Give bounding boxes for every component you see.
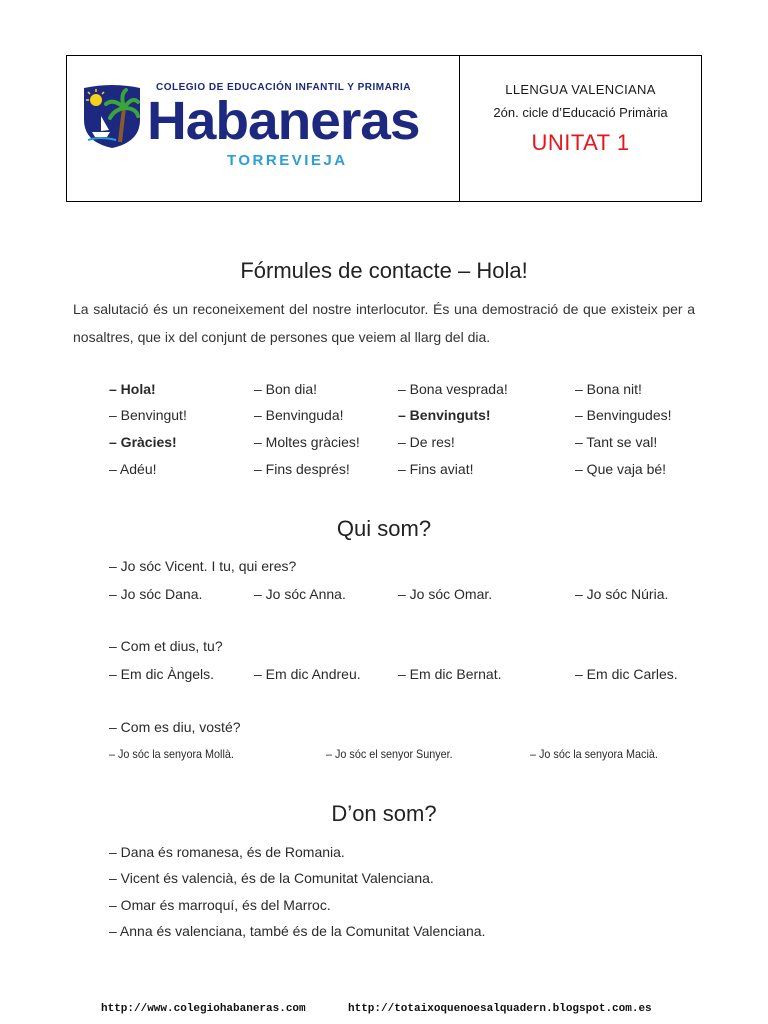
greeting-item: – Moltes gràcies!: [254, 434, 360, 450]
section-title-greetings: Fórmules de contacte – Hola!: [240, 258, 528, 283]
brand-name: Habaneras: [147, 91, 420, 151]
greeting-item: – Fins aviat!: [398, 461, 474, 477]
school-logo: [67, 56, 460, 201]
cycle-label: 2ón. cicle d’Educació Primària: [493, 105, 668, 120]
school-type-label: COLEGIO DE EDUCACIÓN INFANTIL Y PRIMARIA: [156, 82, 412, 93]
greeting-item: – Benvinguts!: [398, 407, 491, 423]
dialog-answer: – Em dic Àngels.: [109, 666, 215, 682]
dialog-question: – Jo sóc Vicent. I tu, qui eres?: [109, 558, 297, 574]
dialog-answer: – Em dic Carles.: [575, 666, 678, 682]
section-title-where: D’on som?: [331, 801, 437, 826]
header-box: [66, 55, 702, 202]
origin-line: – Vicent és valencià, és de la Comunitat Valenciana.: [109, 870, 434, 886]
course-info: [460, 56, 701, 201]
greeting-item: – Adéu!: [109, 461, 157, 477]
shield-icon: [80, 84, 144, 150]
dialog-answer: – Em dic Bernat.: [398, 666, 502, 682]
footer-link-blog[interactable]: http://totaixoquenoesalquadern.blogspot.com.es: [348, 1003, 652, 1015]
greeting-item: – Fins després!: [254, 461, 350, 477]
dialog-answer: – Jo sóc la senyora Mollà.: [109, 747, 234, 761]
origin-line: – Dana és romanesa, és de Romania.: [109, 844, 345, 860]
greeting-item: – Tant se val!: [575, 434, 658, 450]
dialog-answer: – Jo sóc Omar.: [398, 586, 493, 602]
greeting-item: – De res!: [398, 434, 455, 450]
unit-title: UNITAT 1: [531, 130, 630, 155]
dialog-answer: – Jo sóc Anna.: [254, 586, 346, 602]
subject-title: LLENGUA VALENCIANA: [505, 82, 656, 97]
dialog-question: – Com es diu, vosté?: [109, 719, 241, 735]
dialog-answer: – Jo sóc Núria.: [575, 586, 669, 602]
origin-line: – Anna és valenciana, també és de la Comunitat Valenciana.: [109, 923, 486, 939]
greeting-item: – Hola!: [109, 381, 156, 397]
dialog-answer: – Jo sóc el senyor Sunyer.: [326, 747, 453, 761]
dialog-answer: – Em dic Andreu.: [254, 666, 361, 682]
greeting-item: – Benvinguda!: [254, 407, 344, 423]
greeting-item: – Bona nit!: [575, 381, 642, 397]
greeting-item: – Que vaja bé!: [575, 461, 667, 477]
intro-paragraph: La salutació és un reconeixement del nostre interlocutor. És una demostració de que existeix per a nosaltres, que ix del conjunt de persones que veiem al llarg del dia.: [73, 301, 695, 345]
greeting-item: – Bona vesprada!: [398, 381, 508, 397]
dialog-answer: – Jo sóc Dana.: [109, 586, 203, 602]
greeting-item: – Gràcies!: [109, 434, 177, 450]
footer-link-school[interactable]: http://www.colegiohabaneras.com: [101, 1003, 306, 1015]
dialog-answer: – Jo sóc la senyora Macià.: [530, 747, 658, 761]
section-title-who: Qui som?: [336, 516, 432, 541]
dialog-question: – Com et dius, tu?: [109, 638, 223, 654]
greeting-item: – Bon dia!: [254, 381, 318, 397]
origin-line: – Omar és marroquí, és del Marroc.: [109, 897, 331, 913]
city-name: TORREVIEJA: [227, 152, 348, 169]
greeting-item: – Benvingudes!: [575, 407, 672, 423]
greeting-item: – Benvingut!: [109, 407, 187, 423]
